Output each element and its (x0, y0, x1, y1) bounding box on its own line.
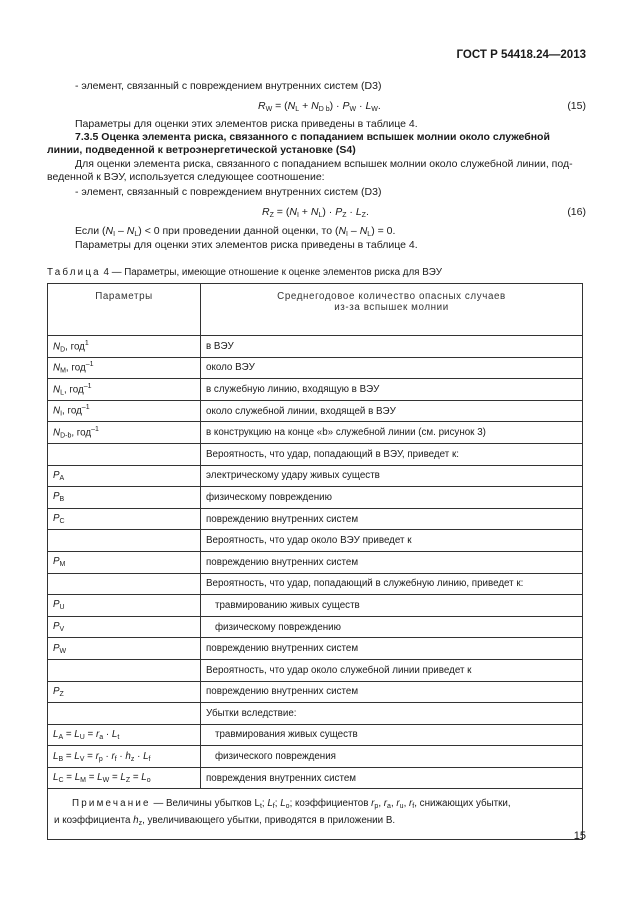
equation-number-15: (15) (567, 100, 586, 112)
paragraph-element-d3-2: - элемент, связанный с повреждением внутренних систем (D3) (75, 186, 382, 198)
table-caption-number: 4 (103, 267, 109, 278)
row-description: повреждению внутренних систем (201, 681, 583, 703)
table-caption (47, 267, 442, 278)
paragraph-s4-intro-cont: веденной к ВЭУ, используется следующее соотношение: (47, 171, 325, 183)
param-pa: $P_A$ (48, 465, 201, 487)
table-row (48, 746, 583, 768)
table-row (48, 443, 583, 465)
table-caption-text: — Параметры, имеющие отношение к оценке элементов риска для ВЭУ (111, 267, 442, 278)
param-lb-lv: $L_B = L_V = r_p \cdot r_f \cdot h_z \cdot L_f$ (48, 746, 201, 768)
table-row (48, 379, 583, 401)
table-row (48, 573, 583, 595)
param-nm: $N_M$, год$^{-1}$ (48, 357, 201, 379)
table-row (48, 703, 583, 725)
param-pu: $P_U$ (48, 595, 201, 617)
row-group-heading: Вероятность, что удар около служебной линии приведет к (201, 659, 583, 681)
param-ni: $N_I$, год$^{-1}$ (48, 400, 201, 422)
paragraph-params-ref-2: Параметры для оценки этих элементов риска приведены в таблице 4. (75, 239, 418, 251)
table-note-row (48, 789, 583, 840)
table-row (48, 681, 583, 703)
formula-16: $R_Z = (N_I + N_L) \cdot P_Z \cdot L_Z$. (262, 206, 369, 219)
table-row (48, 659, 583, 681)
table-row (48, 422, 583, 444)
paragraph-params-ref: Параметры для оценки этих элементов риска приведены в таблице 4. (75, 118, 418, 130)
row-description: около служебной линии, входящей в ВЭУ (201, 400, 583, 422)
column-header-description-line1: Среднегодовое количество опасных случаев (277, 291, 506, 302)
table-header-row (48, 284, 583, 336)
table-row (48, 508, 583, 530)
table-caption-word: Таблица (47, 267, 101, 278)
note-text-end: , увеличивающего убытки, приводятся в приложении В. (142, 815, 396, 827)
equation-number-16: (16) (567, 206, 586, 218)
paragraph-s4-intro: Для оценки элемента риска, связанного с попаданием вспышек молнии около служебной линии, под- (75, 158, 573, 170)
row-group-heading: Вероятность, что удар, попадающий в служебную линию, приведет к: (201, 573, 583, 595)
param-lc-lm-lw-lz: $L_C = L_M = L_W = L_Z = L_o$ (48, 767, 201, 789)
param-pb: $P_B$ (48, 487, 201, 509)
column-header-description (201, 284, 583, 336)
param-empty (48, 443, 201, 465)
row-description: повреждения внутренних систем (201, 767, 583, 789)
row-description: физического повреждения (201, 746, 583, 768)
table-row (48, 530, 583, 552)
param-nd: $N_D$, год$^1$ (48, 336, 201, 358)
formula-15: $R_W = (N_L + N_{D b}) \cdot P_W \cdot L_W$. (258, 100, 381, 113)
table-note: Примечание — Величины убытков $L_t$; $L_f$; $L_o$; коэффициентов $r_p$, $r_a$, $r_u$, $r_f$, снижающих убытки, и коэффициента $h_z$, увеличивающего убытки, приводятся в приложении В. (48, 789, 583, 840)
row-description: травмированию живых существ (201, 595, 583, 617)
row-description: электрическому удару живых существ (201, 465, 583, 487)
param-pw: $P_W$ (48, 638, 201, 660)
row-description: повреждению внутренних систем (201, 551, 583, 573)
row-description: в ВЭУ (201, 336, 583, 358)
note-text-start: — Величины убытков L (153, 798, 260, 810)
row-description: в служебную линию, входящую в ВЭУ (201, 379, 583, 401)
table-row (48, 638, 583, 660)
param-pm: $P_M$ (48, 551, 201, 573)
table-row (48, 724, 583, 746)
row-description: физическому повреждению (201, 487, 583, 509)
section-heading-7-3-5-cont: линии, подведенной к ветроэнергетической установке (S4) (47, 144, 356, 156)
column-header-parameters: Параметры (48, 284, 201, 336)
row-group-heading: Вероятность, что удар около ВЭУ приведет к (201, 530, 583, 552)
document-id: ГОСТ Р 54418.24—2013 (456, 49, 586, 61)
param-pz: $P_Z$ (48, 681, 201, 703)
table-row (48, 767, 583, 789)
param-pv: $P_V$ (48, 616, 201, 638)
column-header-description-line2: из-за вспышек молнии (334, 302, 449, 313)
param-pc: $P_C$ (48, 508, 201, 530)
param-empty (48, 659, 201, 681)
row-group-heading: Убытки вследствие: (201, 703, 583, 725)
section-heading-7-3-5: 7.3.5 Оценка элемента риска, связанного с попаданием вспышек молнии около служебной (75, 131, 550, 143)
table-row (48, 357, 583, 379)
param-empty (48, 703, 201, 725)
param-empty (48, 573, 201, 595)
paragraph-condition: Если $(N_I - N_L) < 0$ при проведении данной оценки, то $(N_I - N_L) = 0$. (75, 225, 396, 238)
table-row (48, 595, 583, 617)
table-row (48, 400, 583, 422)
param-nl: $N_L$, год$^{-1}$ (48, 379, 201, 401)
table-row (48, 336, 583, 358)
table-row (48, 551, 583, 573)
page-number: 15 (573, 830, 586, 842)
row-description: физическому повреждению (201, 616, 583, 638)
row-description: около ВЭУ (201, 357, 583, 379)
row-description: повреждению внутренних систем (201, 508, 583, 530)
table-row (48, 616, 583, 638)
parameters-table (47, 283, 583, 840)
paragraph-element-d3: - элемент, связанный с повреждением внутренних систем (D3) (75, 80, 382, 92)
row-group-heading: Вероятность, что удар, попадающий в ВЭУ, приведет к: (201, 443, 583, 465)
table-row (48, 487, 583, 509)
param-la-lu: $L_A = L_U = r_a \cdot L_t$ (48, 724, 201, 746)
row-description: повреждению внутренних систем (201, 638, 583, 660)
note-label: Примечание (72, 798, 151, 810)
param-empty (48, 530, 201, 552)
row-description: в конструкцию на конце «b» служебной линии (см. рисунок 3) (201, 422, 583, 444)
row-description: травмирования живых существ (201, 724, 583, 746)
param-ndb: $N_{D-b}$, год$^{-1}$ (48, 422, 201, 444)
table-row (48, 465, 583, 487)
